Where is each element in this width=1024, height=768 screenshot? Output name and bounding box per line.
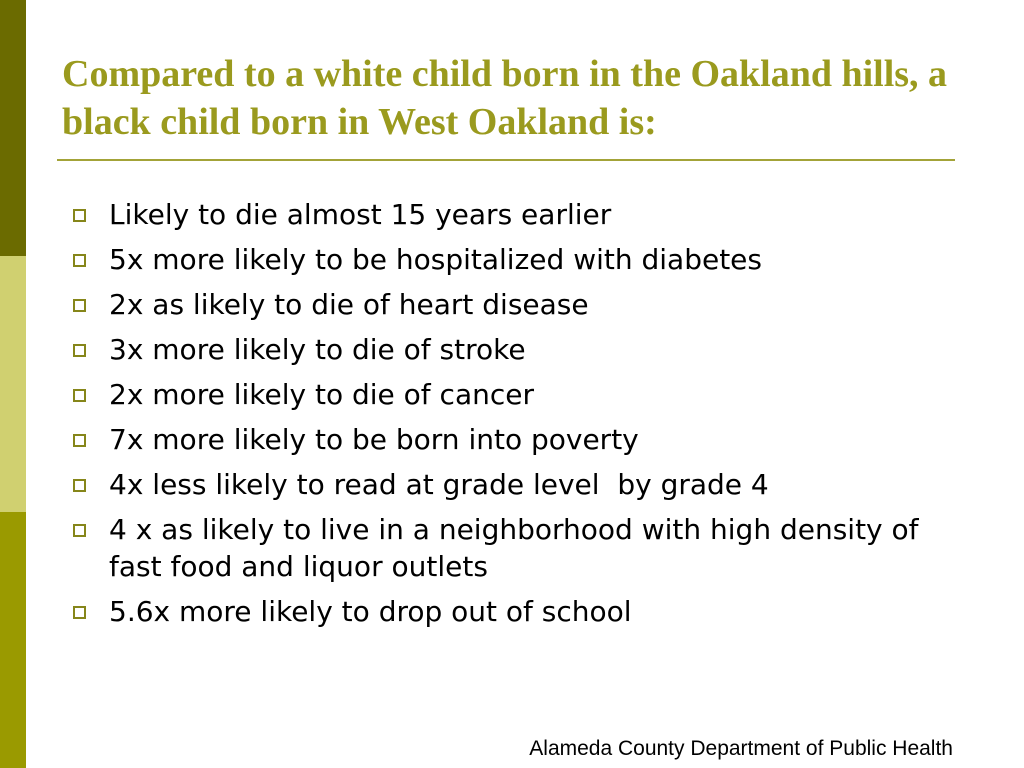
hollow-square-bullet-icon [73,606,86,619]
bullet-text: 5x more likely to be hospitalized with diabetes [109,243,762,276]
hollow-square-bullet-icon [73,344,86,357]
accent-stripe-light [0,256,26,512]
hollow-square-bullet-icon [73,479,86,492]
bullet-list [72,196,972,630]
source-credit: Alameda County Department of Public Health [529,737,953,760]
slide-title: Compared to a white child born in the Oakland hills, a black child born in West Oakland is: [62,53,948,143]
hollow-square-bullet-icon [73,524,86,537]
bullet-item [72,196,972,233]
bullet-item [72,376,972,413]
hollow-square-bullet-icon [73,299,86,312]
title-divider [57,159,955,161]
bullet-text: 4 x as likely to live in a neighborhood with high density of fast food and liquor outlets [109,513,919,583]
accent-stripe-medium [0,512,26,768]
bullet-text: 2x more likely to die of cancer [109,378,534,411]
accent-stripe-dark [0,0,26,256]
hollow-square-bullet-icon [73,389,86,402]
bullet-item [72,511,972,585]
bullet-item [72,466,972,503]
hollow-square-bullet-icon [73,209,86,222]
bullet-text: 3x more likely to die of stroke [109,333,526,366]
hollow-square-bullet-icon [73,434,86,447]
bullet-text: 4x less likely to read at grade level by grade 4 [109,468,769,501]
hollow-square-bullet-icon [73,254,86,267]
bullet-text: 5.6x more likely to drop out of school [109,595,632,628]
bullet-item [72,331,972,368]
bullet-item [72,593,972,630]
bullet-text: 2x as likely to die of heart disease [109,288,589,321]
bullet-text: Likely to die almost 15 years earlier [109,198,612,231]
bullet-item [72,421,972,458]
bullet-item [72,286,972,323]
bullet-item [72,241,972,278]
bullet-text: 7x more likely to be born into poverty [109,423,639,456]
